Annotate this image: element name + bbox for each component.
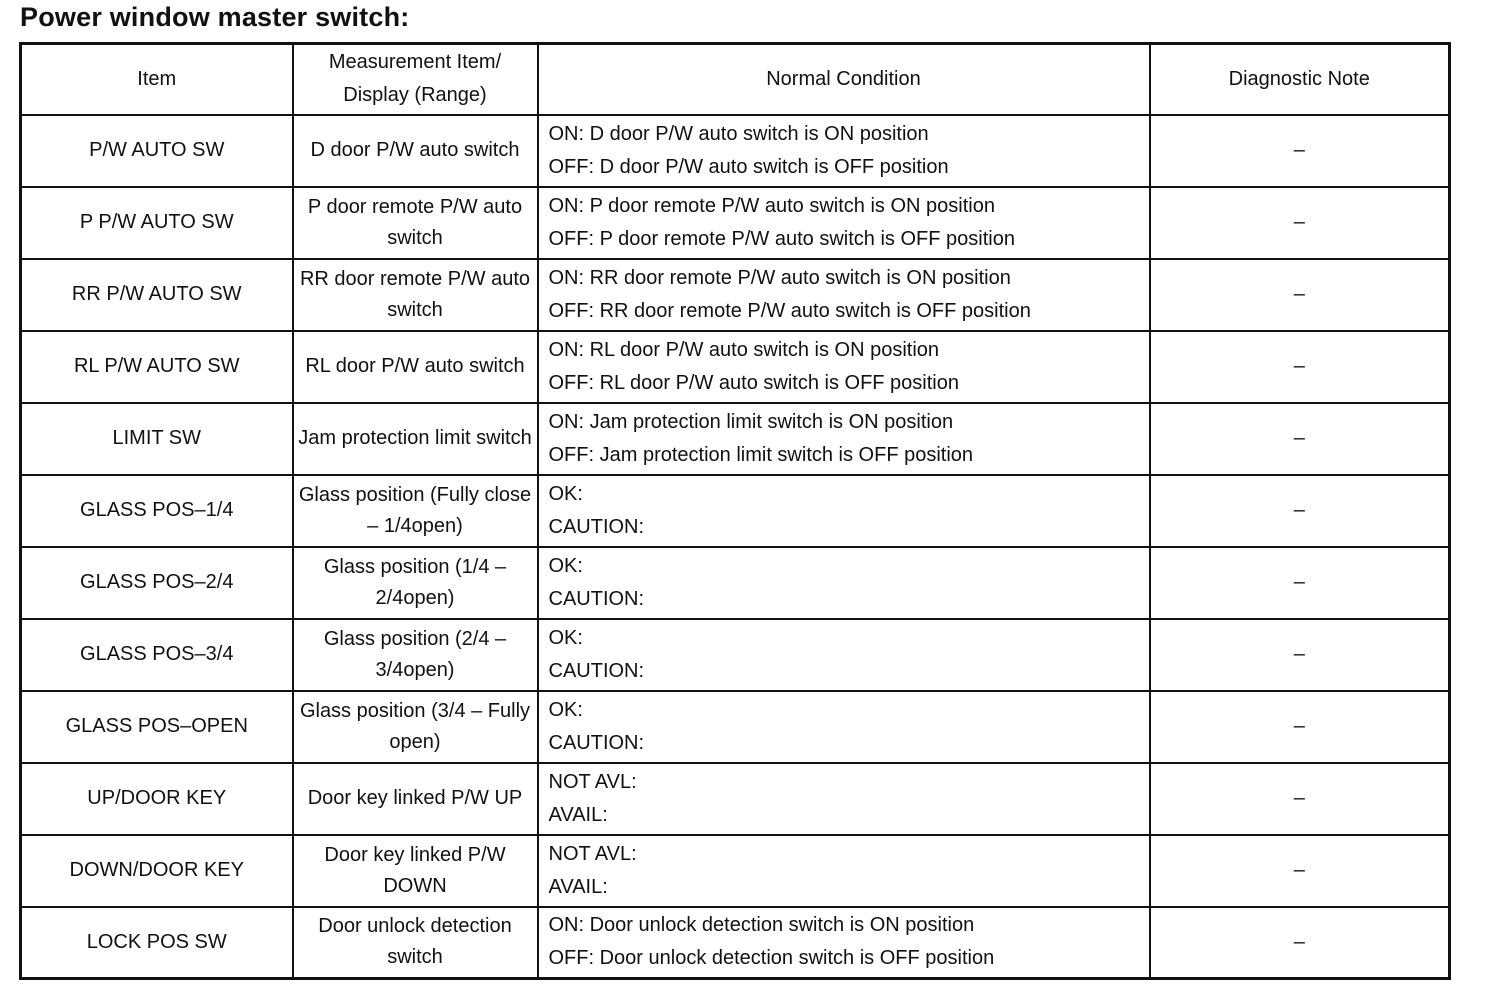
item-cell: GLASS POS–2/4 — [21, 547, 293, 619]
note-cell: – — [1150, 259, 1450, 331]
condition-cell — [538, 691, 1150, 763]
condition-cell — [538, 907, 1150, 979]
item-cell: P P/W AUTO SW — [21, 187, 293, 259]
condition-cell — [538, 115, 1150, 187]
note-cell: – — [1150, 331, 1450, 403]
table-row — [21, 259, 1450, 331]
item-cell: RR P/W AUTO SW — [21, 259, 293, 331]
condition-line: NOT AVL: — [548, 770, 637, 793]
condition-line: OFF: P door remote P/W auto switch is OFF position — [548, 227, 1015, 250]
condition-line: ON: P door remote P/W auto switch is ON position — [548, 194, 995, 217]
condition-line: OFF: RR door remote P/W auto switch is OFF position — [548, 299, 1031, 322]
condition-cell — [538, 331, 1150, 403]
header-measurement-line1: Measurement Item/ — [328, 51, 502, 74]
table-row — [21, 619, 1450, 691]
condition-line: OFF: Jam protection limit switch is OFF position — [548, 443, 974, 466]
item-cell: GLASS POS–OPEN — [21, 691, 293, 763]
item-cell: UP/DOOR KEY — [21, 763, 293, 835]
note-cell: – — [1150, 187, 1450, 259]
condition-line: CAUTION: — [548, 731, 645, 754]
measurement-cell: Glass position (2/4 – 3/4open) — [293, 619, 538, 691]
condition-line: OFF: D door P/W auto switch is OFF position — [548, 155, 949, 178]
condition-line: ON: D door P/W auto switch is ON position — [548, 122, 929, 145]
measurement-cell: RL door P/W auto switch — [293, 331, 538, 403]
table-row — [21, 475, 1450, 547]
measurement-cell: Door key linked P/W UP — [293, 763, 538, 835]
note-cell: – — [1150, 115, 1450, 187]
table-row — [21, 187, 1450, 259]
condition-line: CAUTION: — [548, 659, 645, 682]
measurement-cell: Door key linked P/W DOWN — [293, 835, 538, 907]
table-row — [21, 403, 1450, 475]
header-item: Item — [21, 44, 293, 115]
note-cell: – — [1150, 619, 1450, 691]
header-measurement-line2: Display (Range) — [343, 84, 487, 107]
note-cell: – — [1150, 835, 1450, 907]
note-cell: – — [1150, 547, 1450, 619]
measurement-cell: Glass position (3/4 – Fully open) — [293, 691, 538, 763]
measurement-cell: Glass position (Fully close – 1/4open) — [293, 475, 538, 547]
condition-cell — [538, 619, 1150, 691]
condition-line: NOT AVL: — [548, 842, 637, 865]
note-cell: – — [1150, 403, 1450, 475]
measurement-cell: Glass position (1/4 – 2/4open) — [293, 547, 538, 619]
note-cell: – — [1150, 475, 1450, 547]
note-cell: – — [1150, 763, 1450, 835]
condition-line: ON: RL door P/W auto switch is ON position — [548, 338, 940, 361]
item-cell: DOWN/DOOR KEY — [21, 835, 293, 907]
condition-line: OK: — [548, 626, 583, 649]
condition-cell — [538, 403, 1150, 475]
table-row — [21, 835, 1450, 907]
condition-line: CAUTION: — [548, 587, 645, 610]
condition-line: ON: Door unlock detection switch is ON position — [548, 914, 975, 937]
table-row — [21, 115, 1450, 187]
condition-cell — [538, 763, 1150, 835]
table-row — [21, 331, 1450, 403]
condition-line: OK: — [548, 554, 583, 577]
note-cell: – — [1150, 691, 1450, 763]
condition-line: ON: RR door remote P/W auto switch is ON position — [548, 266, 1011, 289]
condition-line: AVAIL: — [548, 803, 608, 826]
item-cell: GLASS POS–3/4 — [21, 619, 293, 691]
condition-line: CAUTION: — [548, 515, 645, 538]
condition-cell — [538, 547, 1150, 619]
condition-line: OK: — [548, 482, 583, 505]
item-cell: GLASS POS–1/4 — [21, 475, 293, 547]
header-measurement — [293, 44, 538, 115]
item-cell: RL P/W AUTO SW — [21, 331, 293, 403]
table-row — [21, 547, 1450, 619]
table-row — [21, 907, 1450, 979]
header-normal-condition: Normal Condition — [538, 44, 1150, 115]
table-row — [21, 691, 1450, 763]
condition-line: OFF: Door unlock detection switch is OFF position — [548, 947, 995, 970]
measurement-cell: P door remote P/W auto switch — [293, 187, 538, 259]
page-title: Power window master switch: — [20, 2, 410, 32]
measurement-cell: Door unlock detection switch — [293, 907, 538, 979]
measurement-cell: D door P/W auto switch — [293, 115, 538, 187]
table-header-row — [21, 44, 1450, 115]
measurement-cell: RR door remote P/W auto switch — [293, 259, 538, 331]
condition-line: ON: Jam protection limit switch is ON position — [548, 410, 954, 433]
condition-cell — [538, 475, 1150, 547]
item-cell: LIMIT SW — [21, 403, 293, 475]
condition-cell — [538, 259, 1150, 331]
condition-line: OFF: RL door P/W auto switch is OFF position — [548, 371, 959, 394]
item-cell: P/W AUTO SW — [21, 115, 293, 187]
condition-line: OK: — [548, 698, 583, 721]
condition-line: AVAIL: — [548, 875, 608, 898]
header-diagnostic-note: Diagnostic Note — [1150, 44, 1450, 115]
table-row — [21, 763, 1450, 835]
condition-cell — [538, 835, 1150, 907]
note-cell: – — [1150, 907, 1450, 979]
diagnostic-table — [19, 42, 1451, 980]
item-cell: LOCK POS SW — [21, 907, 293, 979]
measurement-cell: Jam protection limit switch — [293, 403, 538, 475]
condition-cell — [538, 187, 1150, 259]
